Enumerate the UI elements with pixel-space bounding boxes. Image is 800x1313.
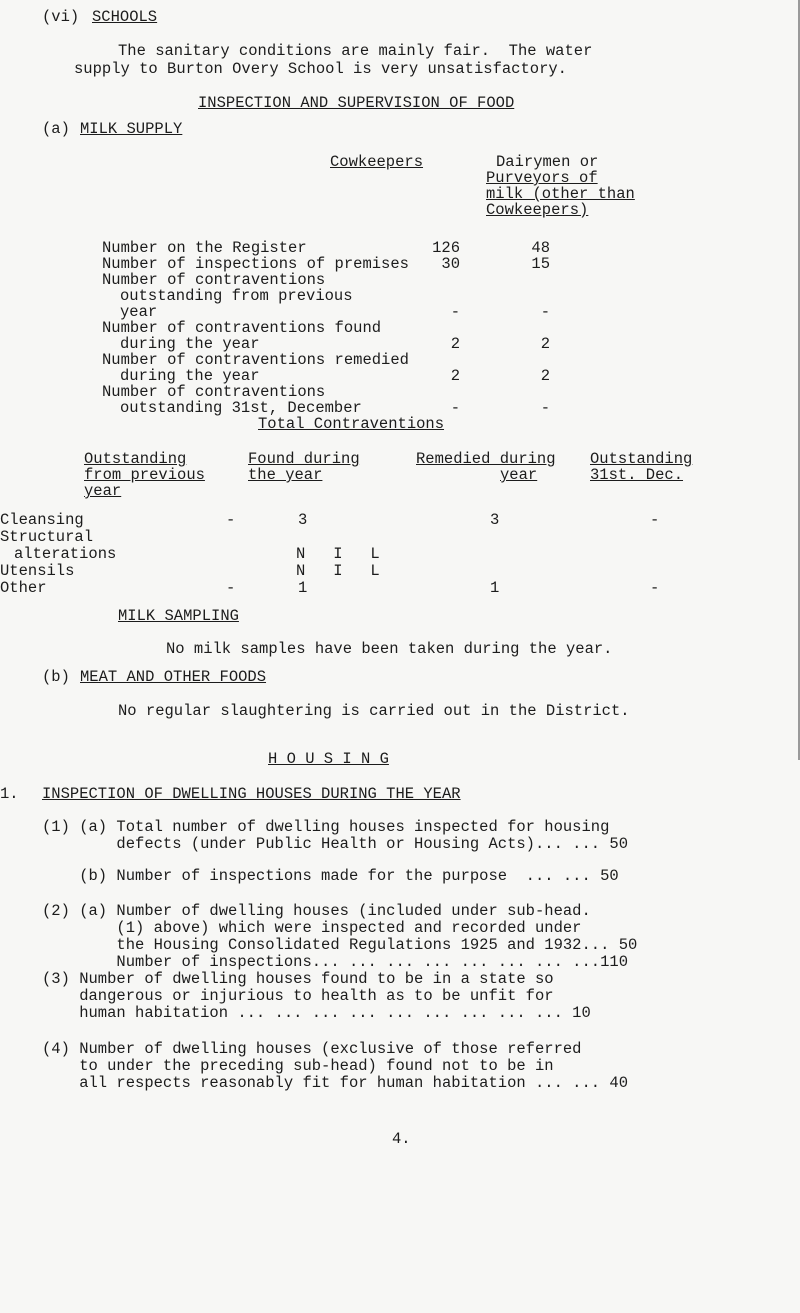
housing-item-number: 1. <box>0 785 19 803</box>
milk-row-label: Number of contraventions remedied <box>102 351 409 369</box>
housing-line: dangerous or injurious to health as to be unfit for <box>42 987 554 1005</box>
milk-row-dairy: - <box>540 303 550 321</box>
meat-heading: MEAT AND OTHER FOODS <box>80 668 267 686</box>
housing-line: (4) Number of dwelling houses (exclusive of those referred <box>42 1040 582 1058</box>
contra-row-label: Utensils <box>0 562 75 580</box>
contra-row-label: Other <box>0 579 47 597</box>
milk-row-cow: 126 <box>432 239 460 257</box>
milk-row-label: outstanding 31st, December <box>120 399 362 417</box>
meat-text: No regular slaughtering is carried out in the District. <box>118 702 630 720</box>
milk-row-dairy: 48 <box>531 239 550 257</box>
hdr-remedied-1: Remedied during <box>416 450 556 468</box>
milk-sampling-heading: MILK SAMPLING <box>118 607 239 625</box>
section-number: (vi) <box>42 8 80 26</box>
contra-row-label: Structural <box>0 528 94 546</box>
housing-line: Number of inspections... ... ... ... ... ... ... ...110 <box>42 953 628 971</box>
milk-row-label: Number of inspections of premises <box>102 255 409 273</box>
contra-row-out: - <box>650 511 660 529</box>
housing-line: (3) Number of dwelling houses found to be in a state so <box>42 970 554 988</box>
housing-line: (1) above) which were inspected and recorded under <box>42 919 582 937</box>
milk-row-dairy: 15 <box>531 255 550 273</box>
col-dairymen-2: Purveyors of <box>486 169 598 187</box>
milk-row-cow: 2 <box>450 335 460 353</box>
contra-row-label: alterations <box>14 545 117 563</box>
contra-row-remedied: 3 <box>490 511 500 529</box>
schools-text-1: The sanitary conditions are mainly fair. The water <box>118 42 593 60</box>
milk-row-cow: 30 <box>441 255 460 273</box>
milk-row-label: Number on the Register <box>102 239 307 257</box>
milk-row-cow: - <box>450 399 460 417</box>
milk-row-label: Number of contraventions <box>102 271 326 289</box>
hdr-outstanding-prev-1: Outstanding <box>84 450 187 468</box>
contra-row-remedied: 1 <box>490 579 500 597</box>
housing-line: (2) (a) Number of dwelling houses (included under sub-head. <box>42 902 591 920</box>
total-contraventions: Total Contraventions <box>258 415 445 433</box>
housing-line: the Housing Consolidated Regulations 1925 and 1932... 50 <box>42 936 638 954</box>
contra-row-out: - <box>650 579 660 597</box>
hdr-found-1: Found during <box>248 450 360 468</box>
contra-row-label: Cleansing <box>0 511 84 529</box>
housing-line: defects (under Public Health or Housing Acts)... ... 50 <box>42 835 628 853</box>
housing-line: all respects reasonably fit for human habitation ... ... 40 <box>42 1074 628 1092</box>
schools-text-2: supply to Burton Overy School is very unsatisfactory. <box>74 60 567 78</box>
hdr-outstanding-31-1: Outstanding <box>590 450 693 468</box>
milk-row-label: outstanding from previous <box>120 287 353 305</box>
contra-row-prev: - <box>226 511 236 529</box>
contra-row-found: 1 <box>298 579 308 597</box>
contra-row-found: N I L <box>296 545 380 563</box>
contra-row-found: N I L <box>296 562 380 580</box>
milk-heading: MILK SUPPLY <box>80 120 183 138</box>
page-number: 4. <box>392 1130 411 1148</box>
inspection-heading: INSPECTION AND SUPERVISION OF FOOD <box>198 94 515 112</box>
hdr-found-2: the year <box>248 466 323 484</box>
contra-row-found: 3 <box>298 511 308 529</box>
section-title: SCHOOLS <box>92 8 158 26</box>
milk-row-label: year <box>120 303 158 321</box>
col-cowkeepers: Cowkeepers <box>330 153 424 171</box>
hdr-remedied-2: year <box>500 466 538 484</box>
housing-line: to under the preceding sub-head) found not to be in <box>42 1057 554 1075</box>
milk-row-label: Number of contraventions found <box>102 319 382 337</box>
milk-row-dairy: 2 <box>540 335 550 353</box>
meat-label: (b) <box>42 668 70 686</box>
housing-line: (b) Number of inspections made for the purpose ... ... 50 <box>42 867 619 885</box>
housing-line: (1) (a) Total number of dwelling houses inspected for housing <box>42 818 610 836</box>
milk-label: (a) <box>42 120 70 138</box>
housing-sub-heading: INSPECTION OF DWELLING HOUSES DURING THE YEAR <box>42 785 461 803</box>
housing-heading: H O U S I N G <box>268 750 389 768</box>
col-dairymen-3: milk (other than <box>486 185 635 203</box>
milk-row-label: during the year <box>120 335 260 353</box>
milk-row-cow: - <box>450 303 460 321</box>
milk-row-label: during the year <box>120 367 260 385</box>
milk-sampling-text: No milk samples have been taken during the year. <box>166 640 613 658</box>
milk-row-cow: 2 <box>450 367 460 385</box>
hdr-outstanding-31-2: 31st. Dec. <box>590 466 684 484</box>
hdr-outstanding-prev-2: from previous <box>84 466 205 484</box>
housing-line: human habitation ... ... ... ... ... ... ... ... ... 10 <box>42 1004 591 1022</box>
milk-row-label: Number of contraventions <box>102 383 326 401</box>
col-dairymen-4: Cowkeepers) <box>486 201 589 219</box>
col-dairymen-1: Dairymen or <box>496 153 599 171</box>
hdr-outstanding-prev-3: year <box>84 482 122 500</box>
milk-row-dairy: - <box>540 399 550 417</box>
contra-row-prev: - <box>226 579 236 597</box>
milk-row-dairy: 2 <box>540 367 550 385</box>
